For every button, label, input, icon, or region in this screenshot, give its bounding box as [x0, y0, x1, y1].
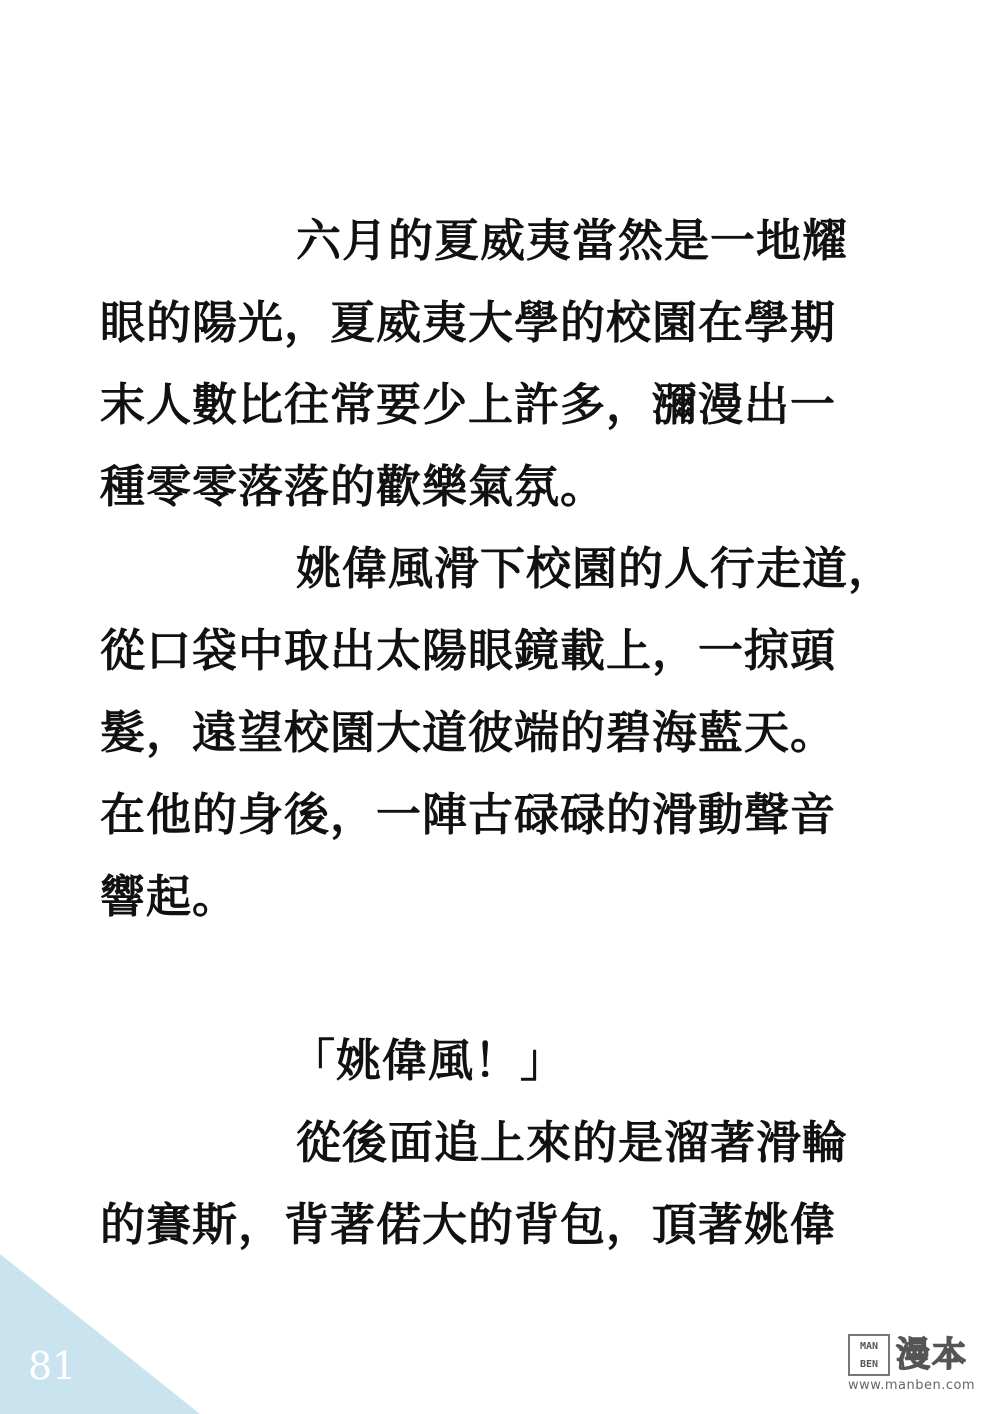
text-line: 髮，遠望校園大道彼端的碧海藍天。 — [100, 706, 837, 759]
watermark-logo-icon: MAN BEN — [848, 1334, 890, 1376]
text-line: 姚偉風滑下校園的人行走道， — [296, 542, 895, 595]
watermark-brand: 漫本 — [896, 1335, 968, 1375]
text-line: 六月的夏威夷當然是一地耀 — [296, 214, 849, 267]
text-line: 從後面追上來的是溜著滑輪 — [296, 1116, 849, 1169]
text-line: 眼的陽光，夏威夷大學的校園在學期 — [100, 296, 837, 349]
text-line: 在他的身後，一陣古碌碌的滑動聲音 — [100, 788, 837, 841]
text-line: 響起。 — [100, 870, 239, 923]
text-line: 的賽斯，背著偌大的背包，頂著姚偉 — [100, 1198, 837, 1251]
text-line: 從口袋中取出太陽眼鏡載上，一掠頭 — [100, 624, 837, 677]
watermark — [848, 1334, 988, 1396]
text-line: 末人數比往常要少上許多，瀰漫出一 — [100, 378, 837, 431]
text-line: 種零零落落的歡樂氣氛。 — [100, 460, 607, 513]
page-number: 81 — [28, 1344, 77, 1388]
corner-decoration — [0, 1254, 200, 1414]
dialogue-line: 「姚偉風！」 — [290, 1034, 567, 1087]
watermark-url: www.manben.com — [848, 1378, 976, 1393]
